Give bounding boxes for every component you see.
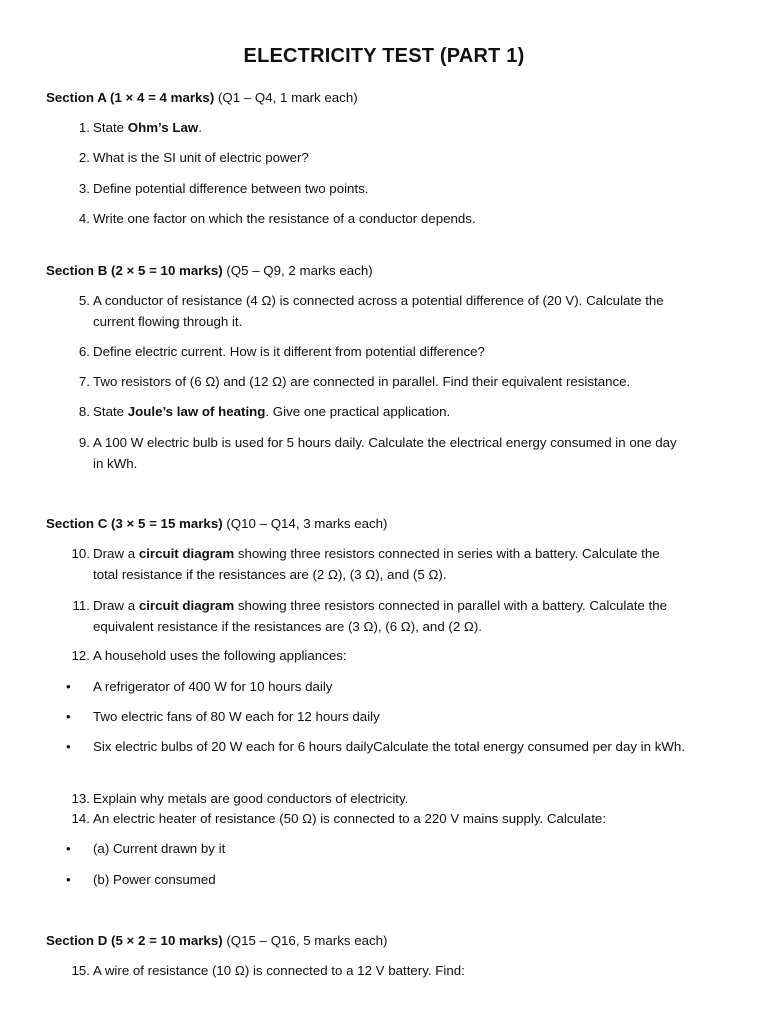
question-number: 14. — [71, 811, 90, 826]
bold-term: Ohm’s Law — [127, 120, 199, 135]
section-c-title: Section C (3 × 5 = 15 marks) — [46, 516, 223, 531]
section-a-heading — [46, 87, 358, 108]
question-text: A wire of resistance (10 Ω) is connected to a 12 V battery. Find: — [93, 963, 465, 978]
bullet-text: A refrigerator of 400 W for 10 hours daily — [93, 679, 333, 694]
question-number: 15. — [71, 963, 90, 978]
question-number: 6. — [78, 344, 90, 359]
question-number: 10. — [71, 546, 90, 561]
bold-term: Joule’s law of heating — [127, 404, 266, 419]
section-a-note: (Q1 – Q4, 1 mark each) — [217, 90, 358, 105]
section-b-title: Section B (2 × 5 = 10 marks) — [46, 263, 223, 278]
section-a-title: Section A (1 × 4 = 4 marks) — [46, 90, 215, 105]
bullet-icon: • — [66, 679, 71, 694]
question-text: What is the SI unit of electric power? — [93, 150, 309, 165]
question-number: 1. — [78, 120, 90, 135]
section-d-note: (Q15 – Q16, 5 marks each) — [226, 933, 388, 948]
question-number: 8. — [78, 404, 90, 419]
bullet-text: Two electric fans of 80 W each for 12 hours daily — [93, 709, 380, 724]
bullet-icon: • — [66, 709, 71, 724]
bullet-text: Six electric bulbs of 20 W each for 6 hours dailyCalculate the total energy consumed per day in kWh. — [93, 739, 686, 754]
section-b-heading — [46, 260, 373, 281]
bold-term: circuit diagram — [138, 598, 235, 613]
section-d-title: Section D (5 × 2 = 10 marks) — [46, 933, 223, 948]
question-text: A 100 W electric bulb is used for 5 hours daily. Calculate the electrical energy consumed in one day in kWh. — [93, 435, 677, 472]
question-text: An electric heater of resistance (50 Ω) is connected to a 220 V mains supply. Calculate: — [93, 811, 607, 826]
bullet-text: (b) Power consumed — [93, 872, 216, 887]
question-text: Define electric current. How is it different from potential difference? — [93, 344, 485, 359]
question-text: Explain why metals are good conductors of electricity. — [93, 791, 409, 806]
question-text: Write one factor on which the resistance of a conductor depends. — [93, 211, 476, 226]
question-text: Draw a circuit diagram showing three resistors connected in series with a battery. Calculate the total resistance if the resistances are (2 Ω), (3 Ω), and (5 Ω). — [93, 546, 660, 583]
question-number: 7. — [78, 374, 90, 389]
question-number: 5. — [78, 293, 90, 308]
question-text: Two resistors of (6 Ω) and (12 Ω) are connected in parallel. Find their equivalent resistance. — [93, 374, 631, 389]
question-text: Draw a circuit diagram showing three resistors connected in parallel with a battery. Calculate the equivalent resistance if the resistances are (3 Ω), (6 Ω), and (2 Ω). — [93, 598, 668, 635]
bullet-icon: • — [66, 739, 71, 754]
question-number: 2. — [78, 150, 90, 165]
bold-term: circuit diagram — [138, 546, 235, 561]
bullet-icon: • — [66, 841, 71, 856]
bullet-icon: • — [66, 872, 71, 887]
question-number: 13. — [71, 791, 90, 806]
question-text: A conductor of resistance (4 Ω) is connected across a potential difference of (20 V). Calculate the current flowing through it. — [93, 293, 664, 330]
question-number: 3. — [78, 181, 90, 196]
question-text: State Ohm’s Law. — [93, 120, 202, 135]
section-b-note: (Q5 – Q9, 2 marks each) — [226, 263, 373, 278]
bullet-text: (a) Current drawn by it — [93, 841, 226, 856]
section-c-heading — [46, 513, 387, 534]
question-text: Define potential difference between two points. — [93, 181, 369, 196]
question-number: 4. — [78, 211, 90, 226]
question-number: 11. — [72, 598, 90, 613]
section-d-heading — [46, 930, 387, 951]
page-title: ELECTRICITY TEST (PART 1) — [243, 45, 525, 67]
section-c-note: (Q10 – Q14, 3 marks each) — [226, 516, 388, 531]
question-number: 12. — [71, 648, 90, 663]
question-text: State Joule’s law of heating. Give one practical application. — [93, 404, 451, 419]
question-number: 9. — [78, 435, 90, 450]
question-text: A household uses the following appliances: — [93, 648, 347, 663]
